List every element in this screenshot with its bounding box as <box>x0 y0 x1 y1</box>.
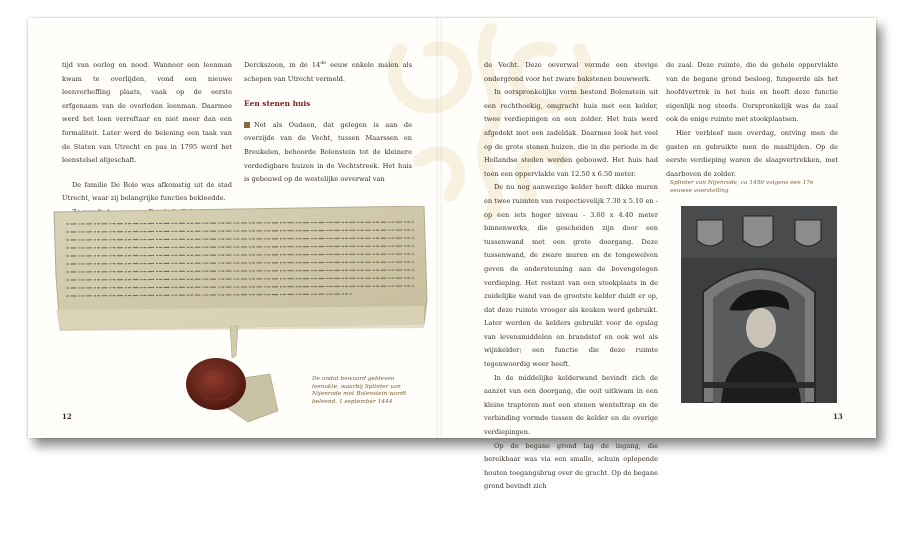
paragraph: In oorspronkelijke vorm bestond Bolenstein uit een rechthoekig, omgracht huis met een kelder, twee verdiepingen en een zolder. Het huis werd afgedekt met een zadeldak. Daarmee leek het veel op de grote stenen huizen, die in die periode in de Hollandse steden werden gebouwd. Het huis had toen een oppervlakte van 12.50 x 6.50 meter. <box>484 88 658 178</box>
text-column-3 <box>484 59 658 494</box>
section-heading: Een stenen huis <box>244 99 311 109</box>
paragraph: de Vecht. Deze oeverwal vormde een stevige ondergrond voor het zware bakstenen bouwwerk. <box>484 61 658 83</box>
bullet-icon <box>244 122 250 128</box>
text-column-4 <box>666 59 838 181</box>
paragraph: In de middelijke kelderwand bevindt zich de aanzet van een doorgang, die ooit uitkwam in een kleine traptoren met een stenen wenteltrap en de verbinding vormde tussen de kelder en de overige verdiepingen. <box>484 373 658 437</box>
portrait-caption: Splinter van Nijenrode, ca 1450 volgens een 17e eeuwse voorstelling <box>670 180 814 194</box>
paragraph: De familie De Bole was afkomstig uit de stad Utrecht, waar zij belangrijke functies bekleedde. <box>62 180 232 203</box>
text-column-2 <box>244 59 412 187</box>
paragraph: Net als Oudaen, dat gelegen is aan de overzijde van de Vecht, tussen Maarssen en Breukelen, behoorde Bolenstein tot de kleinere verdedigbare huizen in de Vechtstreek. Het huis is gebouwd op de westelijke oeverwal van <box>244 120 412 184</box>
charter-caption: De ondat bewaard gebleven leenakte, waarbij Splinter van Nijenrode met Bolenstein wordt beleend, 1 september 1444 <box>312 376 407 405</box>
page-number-right: 13 <box>833 412 843 421</box>
portrait-photo <box>681 206 837 403</box>
paragraph: de zaal. Deze ruimte, die de gehele oppervlakte van de begane grond besloeg, fungeerde als het hoofdvertrek in het huis en heeft deze functie eigenlijk nog steeds. Oorspronkelijk was de zaal ook de enige ruimte met stookplaatsen. <box>666 61 838 124</box>
paragraph: Derckszoon, in de 14de eeuw enkele malen als schepen van Utrecht vermeld. <box>244 60 412 83</box>
paragraph: De nu nog aanwezige kelder heeft dikke muren en twee ruimten van respectievelijk 7.30 x 5.10 en - op een iets hoger niveau - 3.60 x 4.40 meter binnenwerks, die gescheiden zijn door een tussenwand met een grote doorgang. Deze tussenwand, de zware muren en de tongewelven geven de ondersteuning aan de bovengelegen verdieping. Het restant van een stookplaats in de zuidelijke wand van de grootste kelder duidt er op, dat deze ruimte vroeger als keuken werd gebruikt. Later werden de kelders gebruikt voor de opslag van levensmiddelen en brandstof en ook wel als wijnkelder; een functie die deze ruimte tegenwoordig weer heeft. <box>484 183 658 369</box>
paragraph: Hier verbleef men overdag, ontving men de gasten en gebruikte men de maaltijden. Op de eerste verdieping waren de slaapvertrekken, met daarboven de zolder. <box>666 128 838 178</box>
page-number-left: 12 <box>62 412 72 421</box>
paragraph: tijd van oorlog en nood. Wanneer een leenman kwam te overlijden, vond een nieuwe leenverheffing plaats, vaak op de eerste erfgenaam van de overleden leenman. Daarmee werd het leen verreftaar en niet meer dan een formaliteit. Later werd de belening een taak van de Staten van Utrecht en pas in 1795 werd het leenstelsel afgeschaft. <box>62 61 232 165</box>
paragraph: Op de begane grond lag de ingang, die bereikbaar was via een smalle, schuin oplopende houten toegangsbrug over de gracht. Op de begane grond bevindt zich <box>484 441 658 491</box>
